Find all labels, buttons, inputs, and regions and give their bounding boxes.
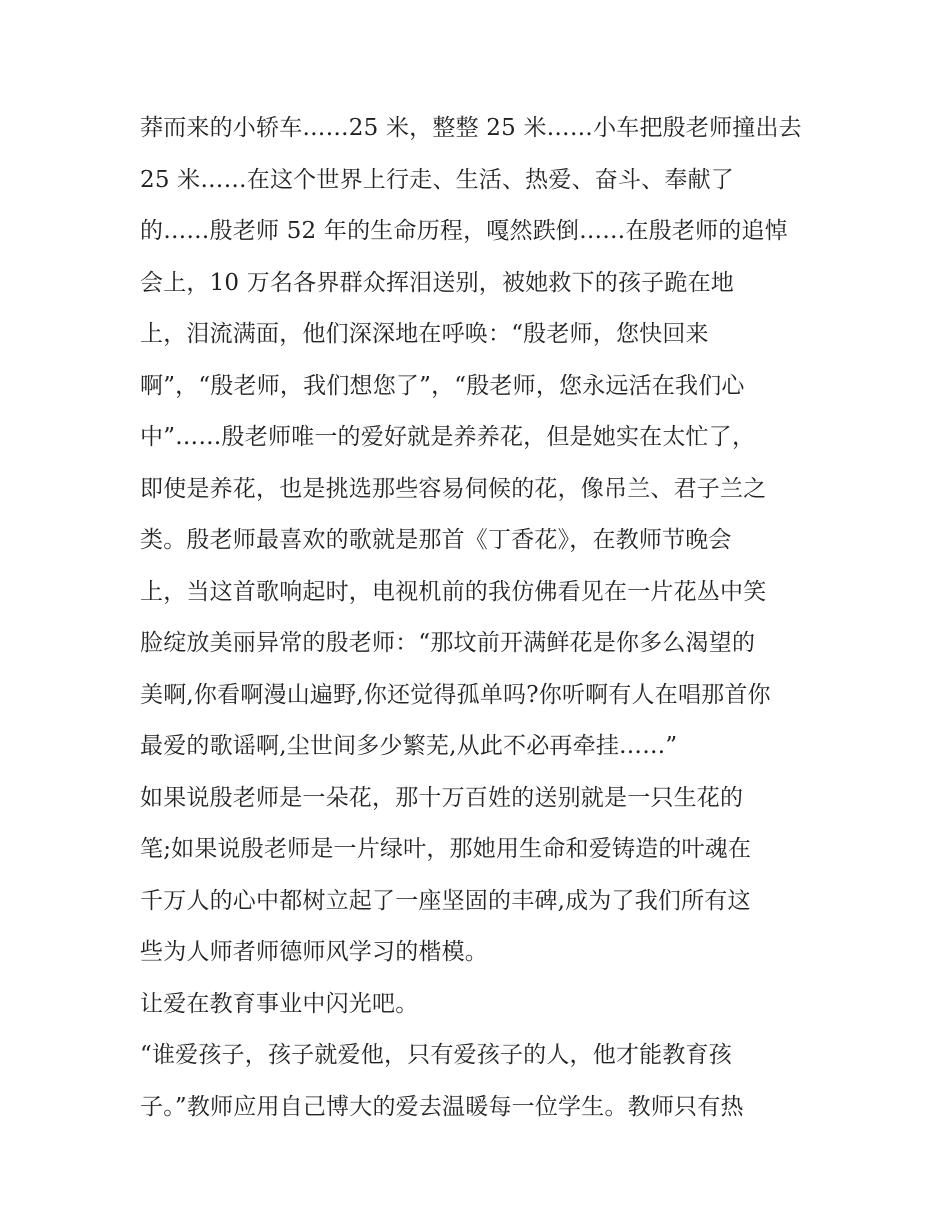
body-text (140, 103, 830, 1133)
text-line: 笔;如果说殷老师是一片绿叶，那她用生命和爱铸造的叶魂在 (140, 836, 752, 862)
text-line: 最爱的歌谣啊,尘世间多少繁芜,从此不必再牵挂……” (140, 733, 678, 759)
text-line: 上，泪流满面，他们深深地在呼唤：“殷老师，您快回来 (140, 321, 709, 347)
text-line: “谁爱孩子，孩子就爱他，只有爱孩子的人，他才能教育孩 (140, 1042, 732, 1068)
text-line: 美啊,你看啊漫山遍野,你还觉得孤单吗?你听啊有人在唱那首你 (140, 681, 771, 708)
text-line: 25 米……在这个世界上行走、生活、热爱、奋斗、奉献了 (140, 166, 734, 193)
text-line: 上，当这首歌响起时，电视机前的我仿佛看见在一片花丛中笑 (140, 578, 767, 605)
text-line: 类。殷老师最喜欢的歌就是那首《丁香花》，在教师节晚会 (140, 527, 732, 553)
text-line: 脸绽放美丽异常的殷老师：“那坟前开满鲜花是你多么渴望的 (140, 630, 756, 656)
text-line: 子。”教师应用自己博大的爱去温暖每一位学生。教师只有热 (140, 1093, 744, 1120)
text-line: 些为人师者师德师风学习的楷模。 (140, 939, 488, 965)
text-line: 莽而来的小轿车……25 米，整整 25 米……小车把殷老师撞出去 (140, 115, 802, 141)
text-line: 让爱在教育事业中闪光吧。 (140, 990, 419, 1017)
text-line: 中”……殷老师唯一的爱好就是养养花，但是她实在太忙了， (140, 424, 756, 450)
text-line: 的……殷老师 52 年的生命历程，嘎然跌倒……在殷老师的追悼 (140, 218, 788, 244)
text-line: 啊”，“殷老师，我们想您了”，“殷老师，您永远活在我们心 (140, 372, 745, 399)
text-line: 千万人的心中都树立起了一座坚固的丰碑,成为了我们所有这 (140, 887, 751, 914)
text-line: 如果说殷老师是一朵花，那十万百姓的送别就是一只生花的 (140, 784, 744, 811)
text-line: 即使是养花，也是挑选那些容易伺候的花，像吊兰、君子兰之 (140, 475, 767, 502)
text-line: 会上，10 万名各界群众挥泪送别，被她救下的孩子跪在地 (140, 269, 734, 296)
